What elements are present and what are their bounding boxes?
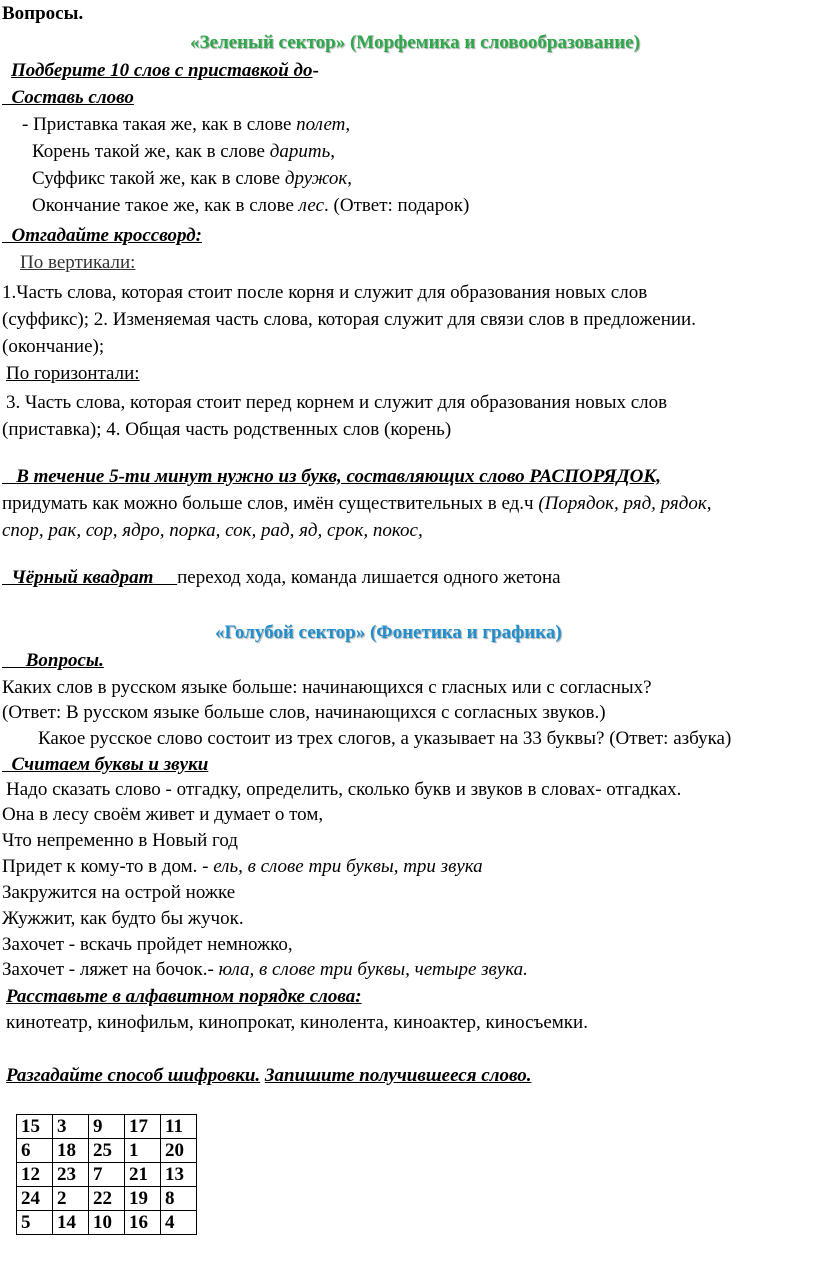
task-compose-word-text: Составь слово <box>11 87 134 108</box>
cipher-table-cell: 19 <box>125 1187 161 1211</box>
clue-suffix-word: дружок <box>284 168 348 189</box>
cipher-table-cell: 22 <box>89 1187 125 1211</box>
cipher-table <box>16 1114 197 1235</box>
black-square-label-text: Чёрный квадрат <box>11 567 154 588</box>
clue-suffix-text: Суффикс такой же, как в слове <box>32 168 285 189</box>
clue-ending-text: Окончание такое же, как в слове <box>32 195 299 216</box>
clue-root-text: Корень такой же, как в слове <box>32 141 270 162</box>
task-count-letters <box>2 753 208 777</box>
poem-line-7 <box>2 958 528 982</box>
black-square-label <box>2 567 177 588</box>
blue-questions-heading <box>2 649 104 673</box>
crossword-vertical-label: По вертикали: <box>20 252 136 273</box>
black-square-row <box>2 566 561 590</box>
clue-suffix <box>32 167 352 191</box>
cipher-table-cell: 2 <box>53 1187 89 1211</box>
poem-line-6: Захочет - вскачь пройдет немножко, <box>2 934 293 955</box>
clue-prefix-word: полет <box>296 114 346 135</box>
cipher-table-row <box>17 1139 197 1163</box>
task-cipher <box>6 1064 531 1088</box>
task-compose-word <box>2 86 134 110</box>
cipher-table-cell: 6 <box>17 1139 53 1163</box>
cipher-table-cell: 12 <box>17 1163 53 1187</box>
blue-sector-title: «Голубой сектор» (Фонетика и графика) <box>215 622 562 643</box>
cipher-table-cell: 16 <box>125 1211 161 1235</box>
clue-ending-answer: . (Ответ: подарок) <box>324 195 470 216</box>
clue-prefix-end: , <box>345 114 351 135</box>
poem-line-7-text: Захочет - ляжет на бочок.- <box>2 959 219 980</box>
cipher-table-row <box>17 1211 197 1235</box>
task-cipher-part-1: Разгадайте способ шифровки. <box>6 1065 261 1086</box>
cipher-table-cell: 4 <box>161 1211 197 1235</box>
cipher-table-cell: 25 <box>89 1139 125 1163</box>
clue-prefix-text: - Приставка такая же, как в слове <box>22 114 297 135</box>
alphabetical-words: кинотеатр, кинофильм, кинопрокат, кинолента, киноактер, киносъемки. <box>6 1012 588 1033</box>
count-intro: Надо сказать слово - отгадку, определить, сколько букв и звуков в словах- отгадках. <box>6 779 682 800</box>
cipher-table-cell: 18 <box>53 1139 89 1163</box>
cipher-table-cell: 14 <box>53 1211 89 1235</box>
cipher-table-cell: 1 <box>125 1139 161 1163</box>
cipher-table-cell: 13 <box>161 1163 197 1187</box>
cipher-table-cell: 10 <box>89 1211 125 1235</box>
poem-line-5: Жужжит, как будто бы жучок. <box>2 908 244 929</box>
page-heading: Вопросы. <box>2 3 84 24</box>
clue-root-end: , <box>330 141 335 162</box>
task-raspor-yadok-instruction: придумать как можно больше слов, имён существительных в ед.ч <box>2 493 539 514</box>
cipher-table-row <box>17 1115 197 1139</box>
task-raspor-yadok-line-2 <box>2 492 712 516</box>
poem-line-4: Закружится на острой ножке <box>2 882 236 903</box>
poem-line-3-answer: ель, в слове три буквы, три звука <box>213 856 483 877</box>
cipher-table-row <box>17 1163 197 1187</box>
crossword-horizontal-line-2: (приставка); 4. Общая часть родственных слов (корень) <box>2 419 452 440</box>
poem-line-7-answer: юла, в слове три буквы, четыре звука. <box>218 959 528 980</box>
cipher-table-cell: 17 <box>125 1115 161 1139</box>
poem-line-1: Она в лесу своём живет и думает о том, <box>2 804 324 825</box>
cipher-table-cell: 8 <box>161 1187 197 1211</box>
crossword-vertical-line-1: 1.Часть слова, которая стоит после корня и служит для образования новых слов <box>2 282 648 303</box>
cipher-table-cell: 5 <box>17 1211 53 1235</box>
cipher-table-cell: 7 <box>89 1163 125 1187</box>
green-sector-title: «Зеленый сектор» (Морфемика и словообразование) <box>190 32 640 53</box>
answer-1: (Ответ: В русском языке больше слов, начинающихся с согласных звуков.) <box>2 702 606 723</box>
cipher-table-row <box>17 1187 197 1211</box>
task-raspor-yadok-line-3: спор, рак, сор, ядро, порка, сок, рад, яд, срок, покос, <box>2 520 423 541</box>
clue-ending-word: лес <box>298 195 325 216</box>
task-cipher-part-2: Запишите получившееся слово. <box>264 1065 532 1086</box>
cipher-table-cell: 20 <box>161 1139 197 1163</box>
cipher-table-cell: 15 <box>17 1115 53 1139</box>
poem-line-2: Что непременно в Новый год <box>2 830 238 851</box>
task-prefix-words <box>11 59 319 83</box>
task-alphabetical: Расставьте в алфавитном порядке слова: <box>6 986 362 1007</box>
task-raspor-yadok-text: В течение 5-ти минут нужно из букв, составляющих слово РАСПОРЯДОК, <box>16 466 661 487</box>
cipher-table-cell: 11 <box>161 1115 197 1139</box>
cipher-table-cell: 24 <box>17 1187 53 1211</box>
cipher-table-cell: 21 <box>125 1163 161 1187</box>
black-square-text: переход хода, команда лишается одного жетона <box>177 567 561 588</box>
cipher-table-cell: 23 <box>53 1163 89 1187</box>
task-prefix-words-text: Подберите 10 слов с приставкой до <box>11 60 313 81</box>
task-crossword <box>2 224 202 248</box>
cipher-table-cell: 9 <box>89 1115 125 1139</box>
cipher-table-cell: 3 <box>53 1115 89 1139</box>
task-count-letters-text: Считаем буквы и звуки <box>11 754 209 775</box>
crossword-vertical-line-3: (окончание); <box>2 336 105 357</box>
task-crossword-text: Отгадайте кроссворд: <box>11 225 202 246</box>
blue-questions-heading-text: Вопросы. <box>25 650 104 671</box>
clue-ending <box>32 194 469 218</box>
clue-root <box>32 140 335 164</box>
task-raspor-yadok <box>2 465 661 489</box>
question-1: Каких слов в русском языке больше: начинающихся с гласных или с согласных? <box>2 677 652 698</box>
crossword-vertical-line-2: (суффикс); 2. Изменяемая часть слова, которая служит для связи слов в предложении. <box>2 309 696 330</box>
task-prefix-words-dash: - <box>312 60 319 81</box>
question-2: Какое русское слово состоит из трех слогов, а указывает на 33 буквы? (Ответ: азбука) <box>38 728 732 749</box>
task-raspor-yadok-answers: (Порядок, ряд, рядок, <box>538 493 712 514</box>
poem-line-3 <box>2 855 483 879</box>
clue-prefix <box>22 113 350 137</box>
clue-root-word: дарить <box>269 141 331 162</box>
crossword-horizontal-line-1: 3. Часть слова, которая стоит перед корнем и служит для образования новых слов <box>6 392 668 413</box>
clue-suffix-end: , <box>347 168 353 189</box>
poem-line-3-text: Придет к кому-то в дом. - <box>2 856 214 877</box>
crossword-horizontal-label: По горизонтали: <box>6 363 140 384</box>
